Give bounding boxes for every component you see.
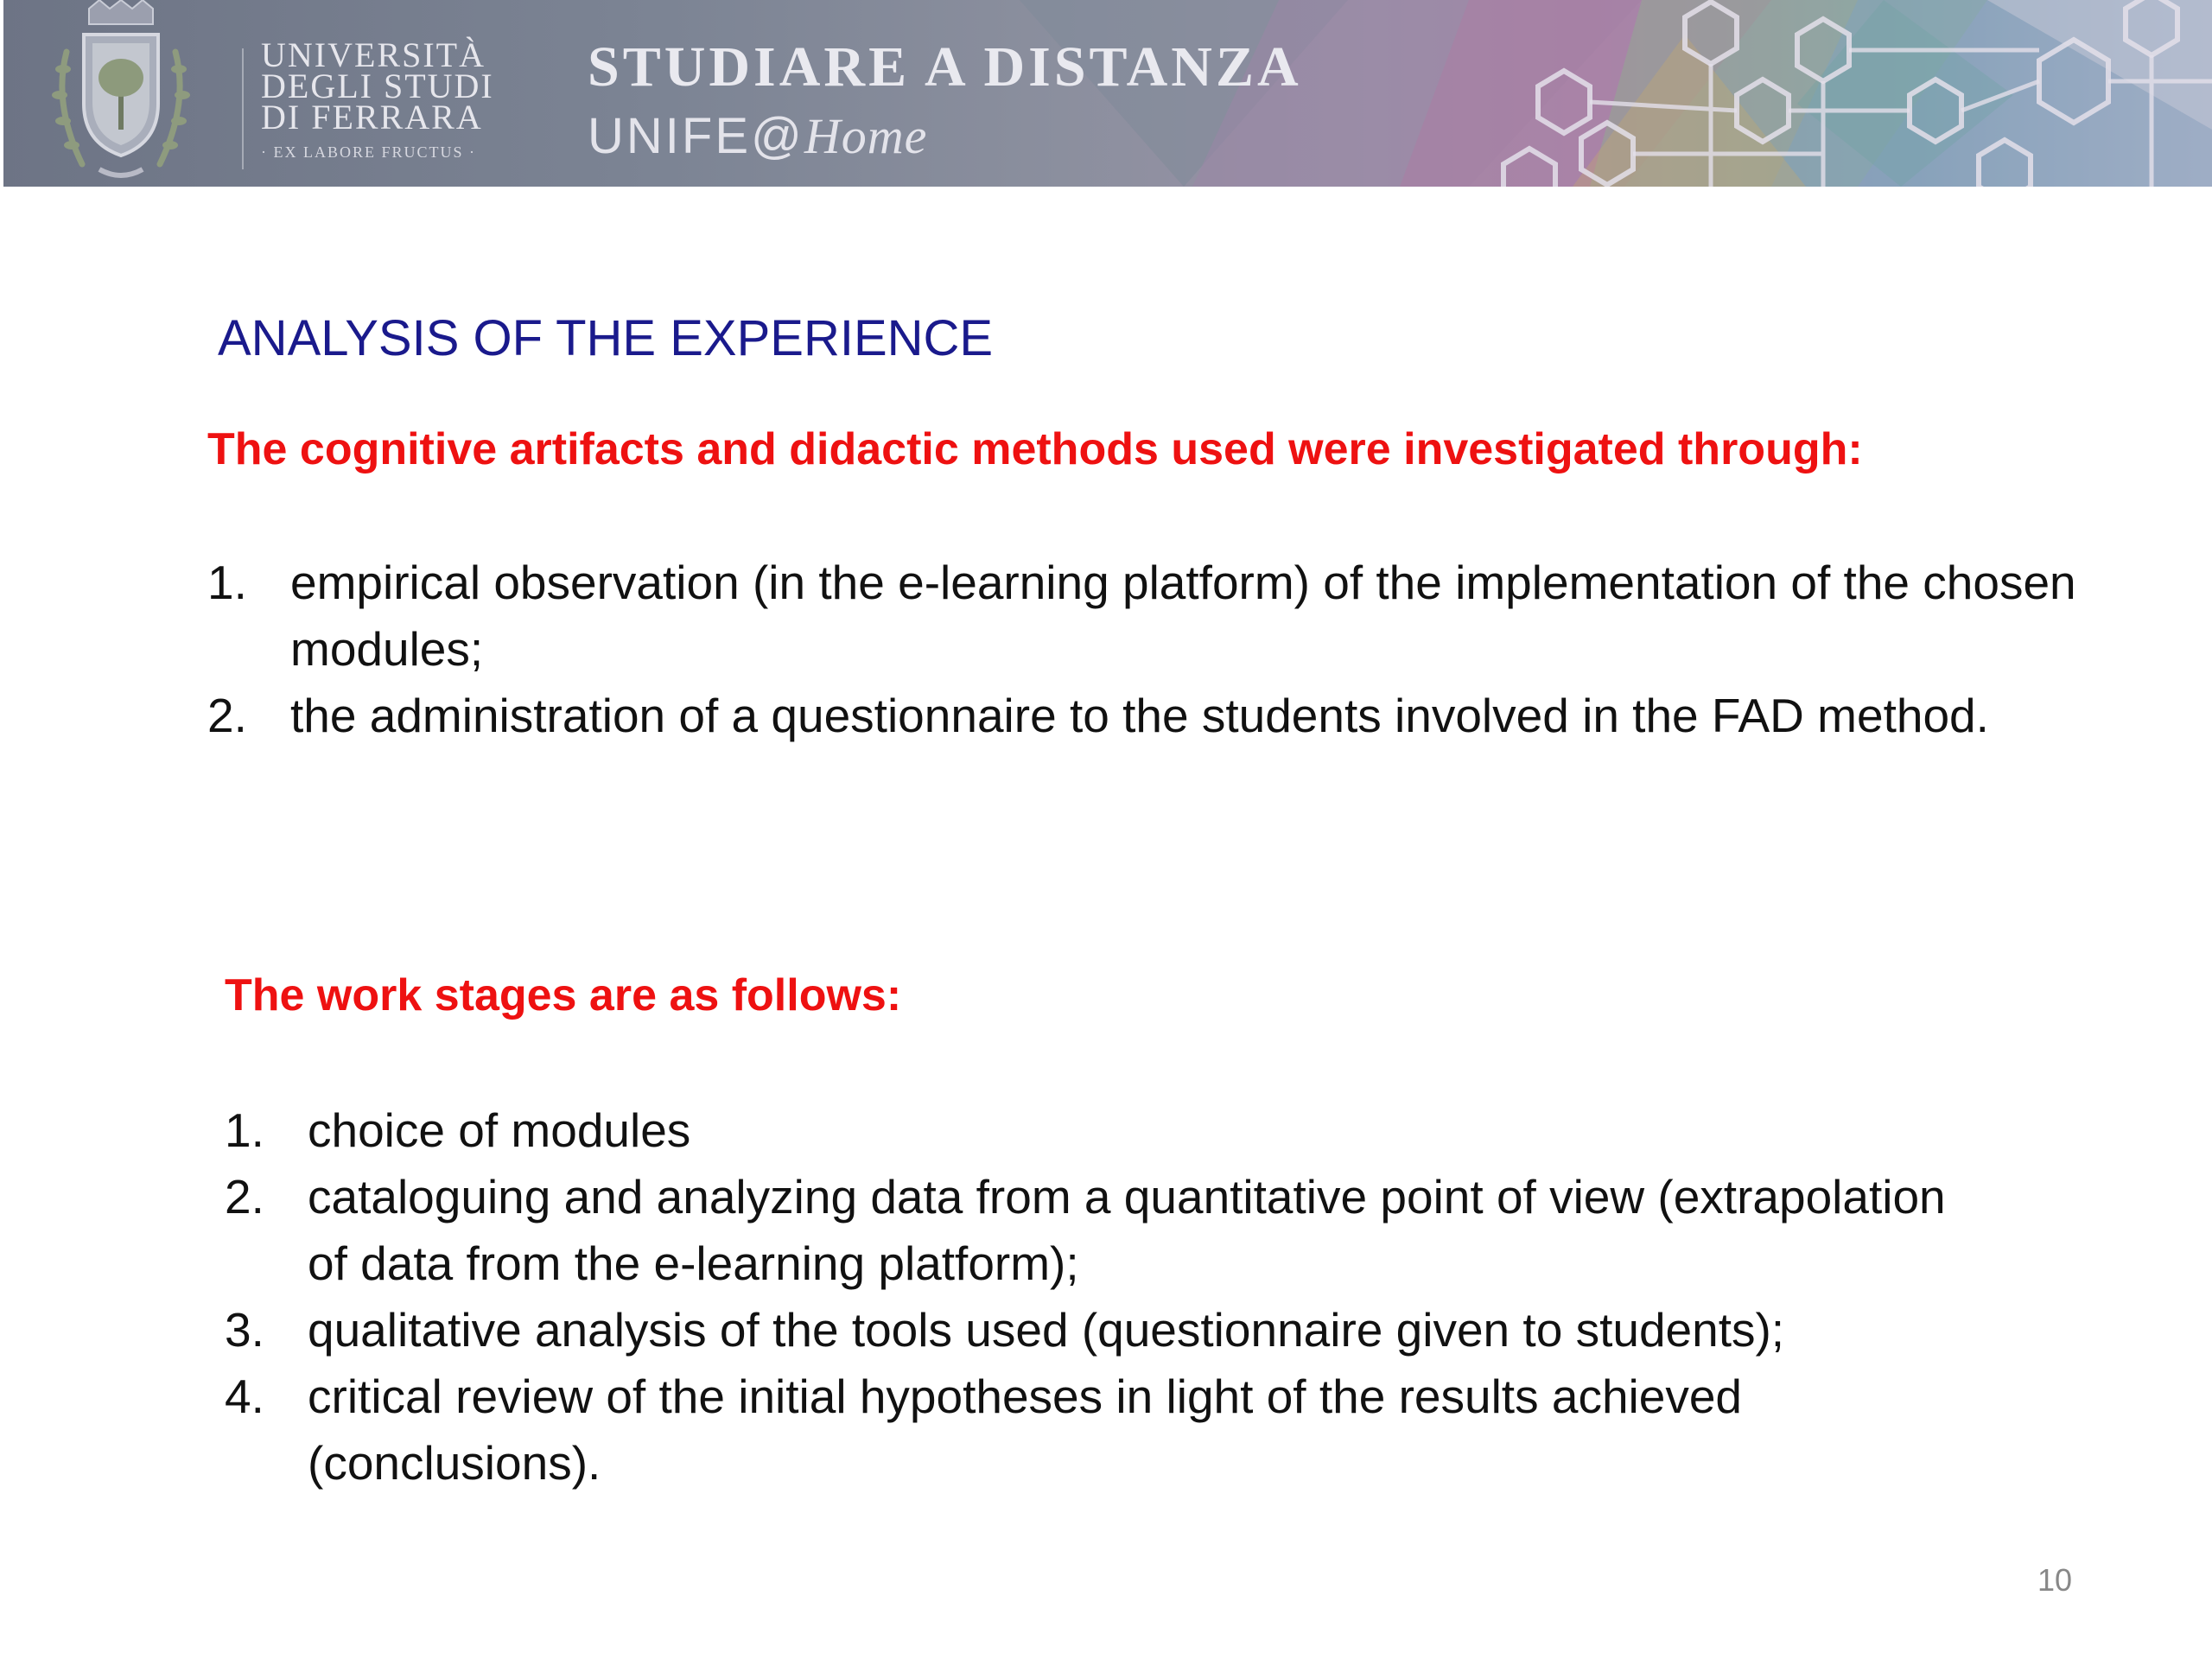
list-item-number: 2. [225,1170,264,1224]
banner-title: STUDIARE A DISTANZA [588,35,1302,99]
list-item-text: critical review of the initial hypotheses in light of the results achieved (conclusions). [308,1370,1743,1490]
investigation-methods-list [207,550,2091,749]
list-item [207,683,2091,749]
university-name-line-1: UNIVERSITÀ [261,35,486,74]
list-item-text: the administration of a questionnaire to the students involved in the FAD method. [290,689,1989,742]
banner-subtitle-prefix: UNIFE@ [588,108,804,164]
list-item-number: 1. [207,556,247,609]
university-name [261,35,494,137]
list-item-number: 4. [225,1370,264,1423]
university-crest-icon [48,0,194,187]
list-item-number: 1. [225,1103,264,1157]
list-item [225,1164,1953,1297]
list-item-number: 3. [225,1303,264,1357]
university-name-line-3: DI FERRARA [261,98,483,137]
list-item [207,550,2091,683]
header-banner [0,0,2212,187]
list-item-text: empirical observation (in the e-learning platform) of the implementation of the chosen modules; [290,556,2076,676]
intro-investigation: The cognitive artifacts and didactic methods used were investigated through: [207,424,1863,474]
list-item [225,1363,1953,1497]
page-number: 10 [2037,1562,2073,1598]
intro-work-stages: The work stages are as follows: [225,970,902,1020]
list-item [225,1297,1953,1363]
list-item-text: choice of modules [308,1103,691,1157]
list-item [225,1097,1953,1164]
banner-subtitle-home: Home [804,108,928,164]
list-item-text: qualitative analysis of the tools used (questionnaire given to students); [308,1303,1785,1357]
list-item-number: 2. [207,689,247,742]
university-name-line-2: DEGLI STUDI [261,67,494,105]
banner-subtitle [588,107,927,165]
work-stages-list [225,1097,1953,1497]
banner-divider [242,48,244,169]
slide-heading: ANALYSIS OF THE EXPERIENCE [218,310,994,366]
list-item-text: cataloguing and analyzing data from a quantitative point of view (extrapolation of data from the e-learning platform); [308,1170,1946,1290]
university-motto: · EX LABORE FRUCTUS · [261,143,477,161]
